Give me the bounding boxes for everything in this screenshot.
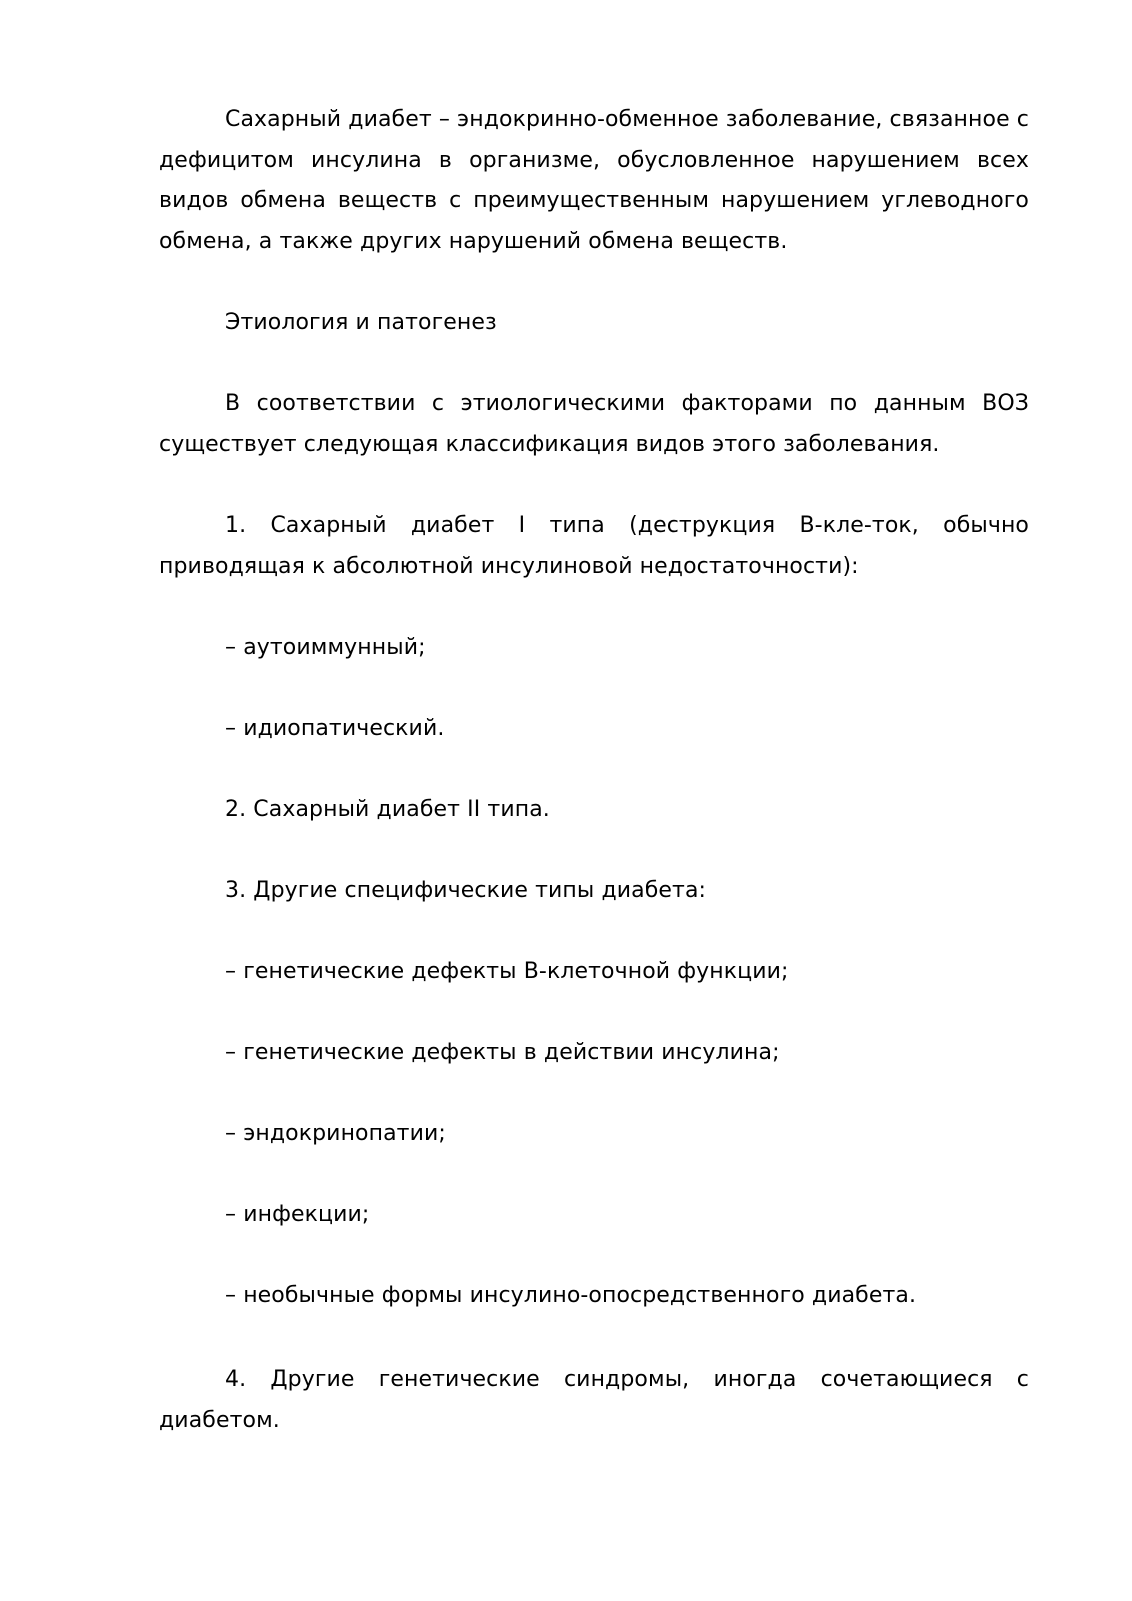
type3-subitem-unusual-forms: – необычные формы инсулино-опосредственного диабета. (225, 1283, 917, 1308)
type1-subitem-idiopathic: – идиопатический. (225, 716, 445, 741)
section-heading: Этиология и патогенез (225, 310, 497, 335)
type1-subitem-autoimmune: – аутоиммунный; (225, 635, 426, 660)
type1-item: 1. Сахарный диабет I типа (деструкция В-кле-ток, обычно приводящая к абсолютной инсулиновой недостаточности): (159, 513, 1029, 579)
intro-paragraph: Сахарный диабет – эндокринно-обменное заболевание, связанное с дефицитом инсулина в организме, обусловленное нарушением всех видов обмена веществ с преимущественным нарушением углеводного обмена, а также других нарушений обмена веществ. (159, 107, 1029, 254)
type3-item: 3. Другие специфические типы диабета: (225, 878, 707, 903)
type3-subitem-infections: – инфекции; (225, 1202, 370, 1227)
classification-intro: В соответствии с этиологическими факторами по данным ВОЗ существует следующая классификация видов этого заболевания. (159, 391, 1029, 457)
type3-subitem-insulin-action: – генетические дефекты в действии инсулина; (225, 1040, 780, 1065)
type2-item: 2. Сахарный диабет II типа. (225, 797, 550, 822)
type3-subitem-endocrinopathies: – эндокринопатии; (225, 1121, 446, 1146)
type3-subitem-beta-cell: – генетические дефекты В-клеточной функции; (225, 959, 789, 984)
type4-item: 4. Другие генетические синдромы, иногда сочетающиеся с диабетом. (159, 1367, 1029, 1433)
